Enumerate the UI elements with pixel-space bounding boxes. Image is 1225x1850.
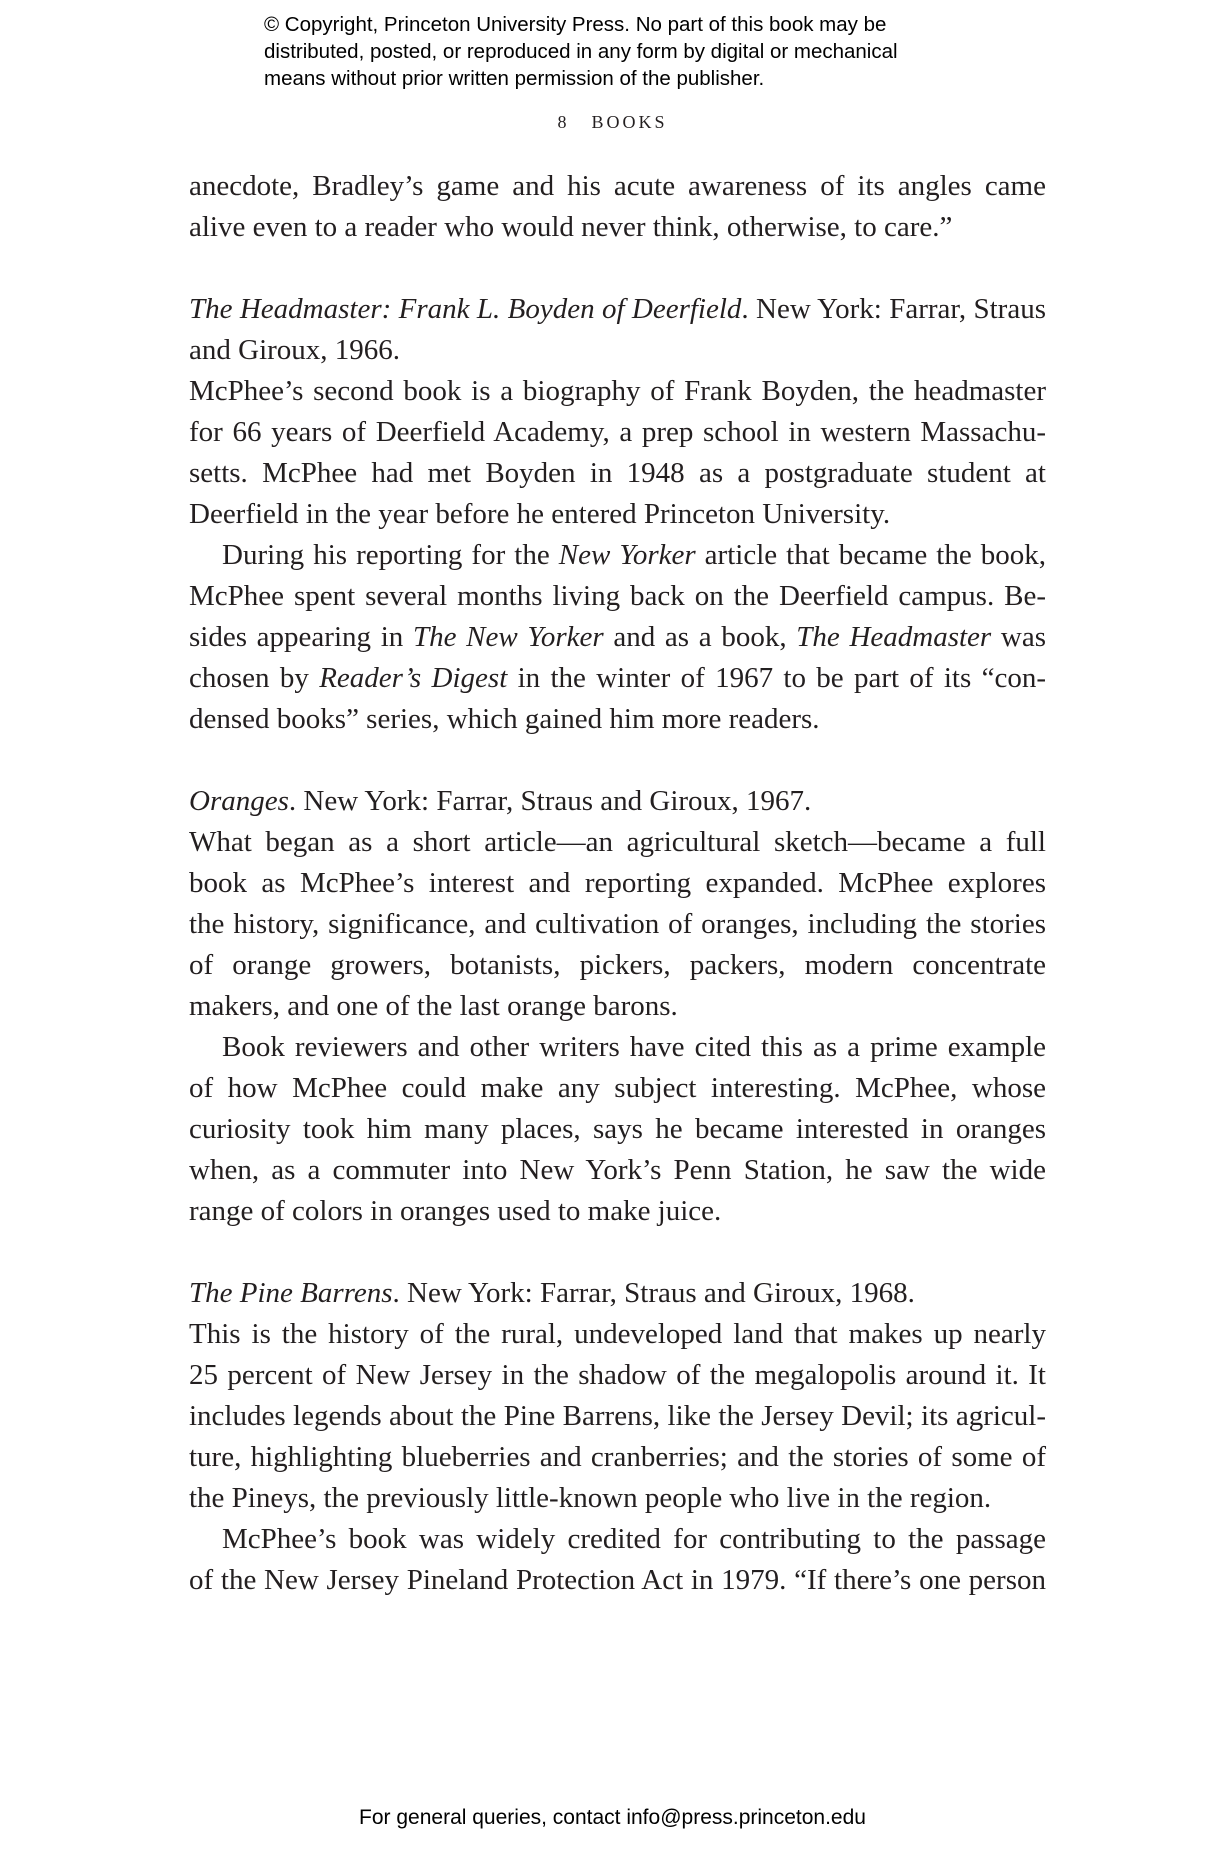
body-line: makers, and one of the last orange barons. bbox=[189, 990, 678, 1022]
body-line: alive even to a reader who would never think, otherwise, to care.” bbox=[189, 211, 953, 243]
body-line bbox=[189, 658, 1046, 699]
body-line bbox=[189, 535, 1046, 576]
body-line: book as McPhee’s interest and reporting expanded. McPhee explores bbox=[189, 867, 1046, 899]
text-run: was bbox=[991, 621, 1047, 653]
text-run: sides appearing in bbox=[189, 621, 413, 653]
body-line: McPhee’s second book is a biography of Frank Boyden, the headmaster bbox=[189, 375, 1046, 407]
headmaster-citation bbox=[189, 289, 1046, 330]
italic-run: The Headmaster bbox=[796, 621, 992, 653]
body-line: McPhee spent several months living back on the Deerfield campus. Be- bbox=[189, 580, 1046, 612]
body-line: Book reviewers and other writers have cited this as a prime example bbox=[222, 1031, 1046, 1063]
text-run: chosen by bbox=[189, 662, 320, 694]
pine-barrens-citation bbox=[189, 1273, 1046, 1314]
body-line bbox=[189, 617, 1046, 658]
text-run: and as a book, bbox=[603, 621, 797, 653]
contact-footer: For general queries, contact info@press.princeton.edu bbox=[359, 1806, 866, 1829]
citation-text: . New York: Farrar, Straus bbox=[741, 293, 1046, 325]
body-line: of the New Jersey Pineland Protection Act in 1979. “If there’s one person bbox=[189, 1564, 1046, 1596]
body-line: curiosity took him many places, says he became interested in oranges bbox=[189, 1113, 1046, 1145]
body-line: includes legends about the Pine Barrens, like the Jersey Devil; its agricul- bbox=[189, 1400, 1046, 1432]
oranges-citation bbox=[189, 781, 1046, 822]
body-line: the history, significance, and cultivation of oranges, including the stories bbox=[189, 908, 1046, 940]
text-run: During his reporting for the bbox=[222, 539, 559, 571]
body-line: ture, highlighting blueberries and cranberries; and the stories of some of bbox=[189, 1441, 1046, 1473]
body-line: range of colors in oranges used to make juice. bbox=[189, 1195, 722, 1227]
page-body bbox=[189, 166, 1046, 1601]
page-number: 8 bbox=[557, 112, 570, 132]
section-gap bbox=[189, 740, 1046, 781]
citation-text: . New York: Farrar, Straus and Giroux, 1968. bbox=[392, 1277, 915, 1309]
copyright-line: means without prior written permission of the publisher. bbox=[264, 67, 765, 90]
italic-run: Reader’s Digest bbox=[319, 662, 508, 694]
body-line: for 66 years of Deerfield Academy, a prep school in western Massachu- bbox=[189, 416, 1046, 448]
book-title-pine-barrens: The Pine Barrens bbox=[189, 1277, 393, 1309]
body-line: This is the history of the rural, undeveloped land that makes up nearly bbox=[189, 1318, 1046, 1350]
citation-text: . New York: Farrar, Straus and Giroux, 1967. bbox=[288, 785, 812, 817]
italic-run: The New Yorker bbox=[412, 621, 604, 653]
body-line: densed books” series, which gained him more readers. bbox=[189, 703, 820, 735]
text-run: in the winter of 1967 to be part of its “con- bbox=[507, 662, 1046, 694]
body-line: anecdote, Bradley’s game and his acute awareness of its angles came bbox=[189, 170, 1046, 202]
body-line: when, as a commuter into New York’s Penn Station, he saw the wide bbox=[189, 1154, 1046, 1186]
body-line: of orange growers, botanists, pickers, packers, modern concentrate bbox=[189, 949, 1046, 981]
running-head bbox=[0, 112, 1225, 133]
body-line: of how McPhee could make any subject interesting. McPhee, whose bbox=[189, 1072, 1046, 1104]
body-line: the Pineys, the previously little-known people who live in the region. bbox=[189, 1482, 992, 1514]
section-gap bbox=[189, 1232, 1046, 1273]
body-line: 25 percent of New Jersey in the shadow of the megalopolis around it. It bbox=[189, 1359, 1046, 1391]
citation-text: and Giroux, 1966. bbox=[189, 334, 401, 366]
book-title-oranges: Oranges bbox=[189, 785, 289, 817]
section-title: BOOKS bbox=[591, 112, 668, 132]
body-line: What began as a short article—an agricultural sketch—became a full bbox=[189, 826, 1046, 858]
copyright-notice bbox=[264, 11, 984, 92]
body-line: McPhee’s book was widely credited for contributing to the passage bbox=[222, 1523, 1046, 1555]
text-run: article that became the book, bbox=[695, 539, 1046, 571]
body-line: setts. McPhee had met Boyden in 1948 as a postgraduate student at bbox=[189, 457, 1046, 489]
section-gap bbox=[189, 248, 1046, 289]
book-title-headmaster: The Headmaster: Frank L. Boyden of Deerfield bbox=[189, 293, 742, 325]
body-line: Deerfield in the year before he entered Princeton University. bbox=[189, 498, 891, 530]
copyright-line: © Copyright, Princeton University Press. No part of this book may be bbox=[264, 13, 887, 36]
copyright-line: distributed, posted, or reproduced in any form by digital or mechanical bbox=[264, 40, 898, 63]
italic-run: New Yorker bbox=[558, 539, 696, 571]
